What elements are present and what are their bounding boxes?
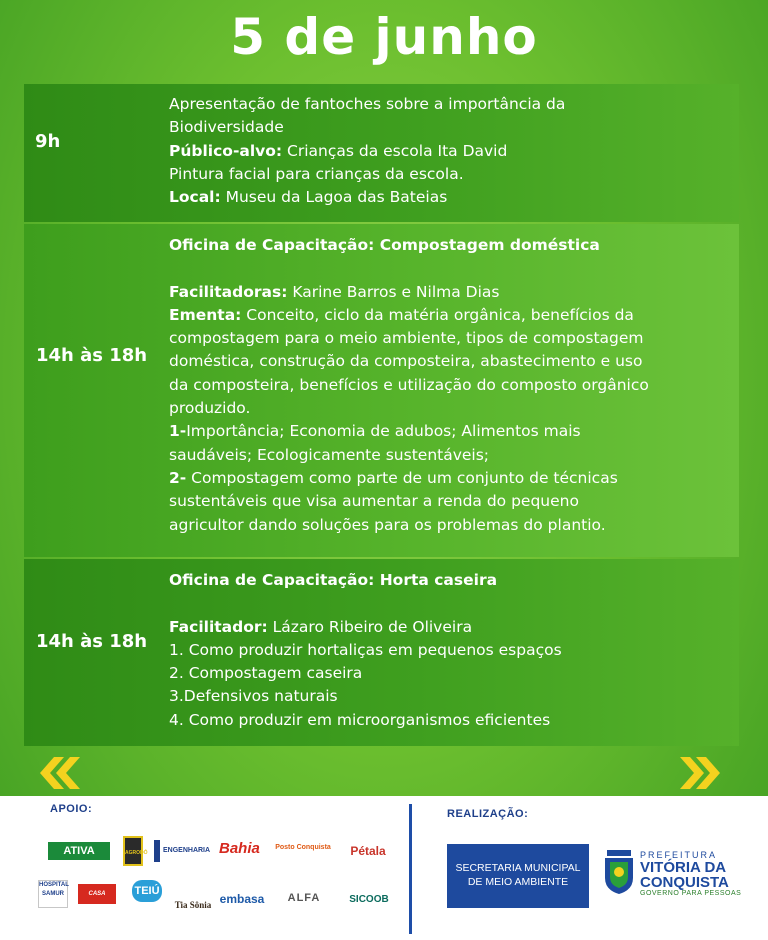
sponsor-logo-petala: Pétala: [350, 844, 386, 858]
prefeitura-logo: PREFEITURA VITÓRIA DA CONQUISTA GOVERNO PARA PESSOAS: [640, 850, 742, 897]
content-line: agricultor dando soluções para os problemas do plantio.: [169, 515, 606, 534]
content-line: 2. Compostagem caseira: [169, 664, 363, 683]
workshop-heading: Oficina de Capacitação: Compostagem doméstica: [169, 236, 600, 254]
footer: [0, 796, 768, 940]
sponsor-logo-alfa: ALFA: [287, 892, 321, 904]
sponsor-logo-engenharia: ENGENHARIA: [154, 840, 212, 862]
content-line: compostagem para o meio ambiente, tipos de compostagem: [169, 329, 644, 348]
content-line: 1. Como produzir hortaliças em pequenos espaços: [169, 640, 562, 659]
content-line: Biodiversidade: [169, 118, 284, 137]
sponsor-logo-posto-conquista: Posto Conquista: [275, 844, 331, 851]
content-line: 4. Como produzir em microorganismos eficientes: [169, 710, 551, 729]
content-line: 1-Importância; Economia de adubos; Alimentos mais: [169, 422, 581, 441]
content-line: Local: Museu da Lagoa das Bateias: [169, 188, 448, 207]
content-line: Facilitadoras: Karine Barros e Nilma Dias: [169, 282, 500, 301]
sponsor-logo-agrodo: AGRODÓ: [123, 836, 143, 866]
footer-divider: [409, 804, 412, 934]
schedule-table: [24, 84, 739, 746]
content-line: 2- Compostagem como parte de um conjunto de técnicas: [169, 468, 618, 487]
sponsor-logo-bahia: Bahia: [219, 840, 260, 857]
schedule-time: 14h às 18h: [36, 631, 148, 652]
schedule-time: 9h: [35, 131, 61, 152]
sponsor-logo-sicoob: SICOOB: [349, 894, 389, 905]
sponsor-logo-tia-sonia: Tia Sônia: [174, 900, 212, 910]
schedule-content: [169, 569, 734, 732]
content-line: Apresentação de fantoches sobre a importância da: [169, 95, 566, 113]
schedule-row: [24, 559, 739, 746]
sponsor-logo-embasa: embasa: [219, 892, 265, 906]
content-line: Facilitador: Lázaro Ribeiro de Oliveira: [169, 617, 473, 636]
realizacao-label: REALIZAÇÃO:: [447, 808, 529, 820]
schedule-content: [169, 234, 734, 537]
content-line: da composteira, benefícios e utilização do composto orgânico: [169, 375, 649, 394]
page-title: 5 de junho: [230, 8, 538, 66]
apoio-label: APOIO:: [50, 803, 93, 815]
content-line: Público-alvo: Crianças da escola Ita David: [169, 141, 508, 160]
content-line: sustentáveis que visa aumentar a renda do pequeno: [169, 492, 579, 511]
workshop-heading: Oficina de Capacitação: Horta caseira: [169, 571, 498, 589]
content-line: doméstica, construção da composteira, abastecimento e uso: [169, 352, 643, 371]
sponsor-logo-samur: HOSPITAL SAMUR: [38, 880, 68, 908]
content-line: 3.Defensivos naturais: [169, 687, 338, 706]
content-line: Pintura facial para crianças da escola.: [169, 164, 464, 183]
sponsor-logo-ativa: ATIVA: [48, 842, 110, 860]
vitoria-conquista-crest-icon: [601, 848, 637, 896]
double-chevron-left-icon: [32, 757, 80, 789]
schedule-content: [169, 93, 734, 209]
schedule-row: [24, 84, 739, 222]
secretaria-meio-ambiente-logo: SECRETARIA MUNICIPAL DE MEIO AMBIENTE: [447, 844, 589, 908]
sponsor-logo-casa-ciclista: CASA CICLISTA: [78, 884, 116, 904]
sponsor-logo-teiu: TEIÚ: [132, 880, 162, 902]
schedule-time: 14h às 18h: [36, 345, 148, 366]
schedule-row: [24, 224, 739, 557]
content-line: produzido.: [169, 399, 251, 418]
content-line: saudáveis; Ecologicamente sustentáveis;: [169, 445, 490, 464]
double-chevron-right-icon: [680, 757, 728, 789]
content-line: Ementa: Conceito, ciclo da matéria orgânica, benefícios da: [169, 305, 634, 324]
